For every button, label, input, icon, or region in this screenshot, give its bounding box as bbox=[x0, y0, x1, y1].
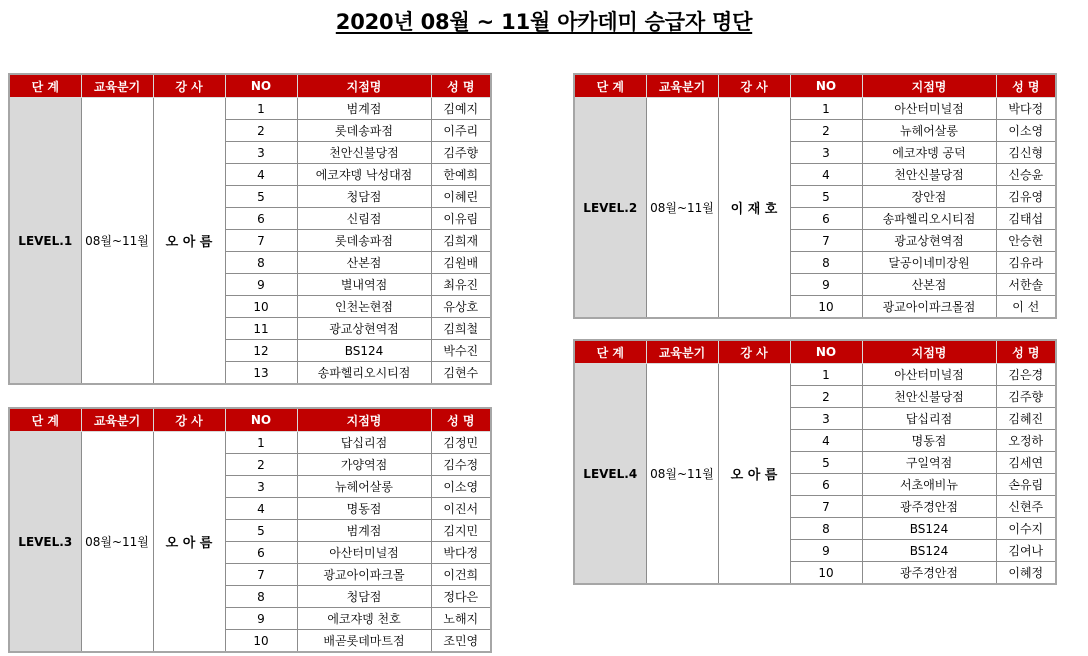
no-cell: 7 bbox=[225, 564, 297, 586]
level-3-table bbox=[8, 407, 492, 653]
no-cell: 4 bbox=[790, 430, 862, 452]
branch-cell: 답십리점 bbox=[297, 432, 431, 454]
header-name: 성 명 bbox=[996, 340, 1056, 364]
branch-cell: 송파헬리오시티점 bbox=[297, 362, 431, 385]
header-period: 교육분기 bbox=[646, 340, 718, 364]
name-cell: 김현수 bbox=[431, 362, 491, 385]
no-cell: 1 bbox=[790, 98, 862, 120]
branch-cell: 에코쟈뎅 낙성대점 bbox=[297, 164, 431, 186]
name-cell: 김신형 bbox=[996, 142, 1056, 164]
header-period: 교육분기 bbox=[646, 74, 718, 98]
branch-cell: 산본점 bbox=[297, 252, 431, 274]
no-cell: 10 bbox=[225, 630, 297, 653]
branch-cell: 장안점 bbox=[862, 186, 996, 208]
name-cell: 신승윤 bbox=[996, 164, 1056, 186]
name-cell: 김유영 bbox=[996, 186, 1056, 208]
header-instructor: 강 사 bbox=[718, 74, 790, 98]
no-cell: 9 bbox=[790, 274, 862, 296]
level-cell: LEVEL.4 bbox=[574, 364, 646, 585]
branch-cell: 구일역점 bbox=[862, 452, 996, 474]
instructor-cell: 오 아 름 bbox=[153, 432, 225, 653]
branch-cell: BS124 bbox=[862, 518, 996, 540]
header-period: 교육분기 bbox=[81, 74, 153, 98]
no-cell: 5 bbox=[790, 452, 862, 474]
no-cell: 4 bbox=[225, 498, 297, 520]
branch-cell: 롯데송파점 bbox=[297, 120, 431, 142]
no-cell: 11 bbox=[225, 318, 297, 340]
header-branch: 지점명 bbox=[862, 340, 996, 364]
instructor-cell: 오 아 름 bbox=[718, 364, 790, 585]
name-cell: 이소영 bbox=[996, 120, 1056, 142]
name-cell: 조민영 bbox=[431, 630, 491, 653]
level-cell: LEVEL.3 bbox=[9, 432, 81, 653]
branch-cell: 범계점 bbox=[297, 520, 431, 542]
no-cell: 3 bbox=[790, 408, 862, 430]
branch-cell: 아산터미널점 bbox=[862, 98, 996, 120]
header-branch: 지점명 bbox=[297, 74, 431, 98]
branch-cell: 범계점 bbox=[297, 98, 431, 120]
no-cell: 6 bbox=[225, 542, 297, 564]
no-cell: 5 bbox=[225, 186, 297, 208]
branch-cell: 뉴헤어살롱 bbox=[862, 120, 996, 142]
no-cell: 7 bbox=[225, 230, 297, 252]
branch-cell: 광교아이파크몰 bbox=[297, 564, 431, 586]
no-cell: 3 bbox=[790, 142, 862, 164]
period-cell: 08월~11월 bbox=[81, 432, 153, 653]
branch-cell: 가양역점 bbox=[297, 454, 431, 476]
name-cell: 김주향 bbox=[996, 386, 1056, 408]
header-row bbox=[574, 74, 1056, 98]
name-cell: 이혜정 bbox=[996, 562, 1056, 585]
level-1-table bbox=[8, 73, 492, 385]
branch-cell: 롯데송파점 bbox=[297, 230, 431, 252]
name-cell: 오정하 bbox=[996, 430, 1056, 452]
no-cell: 4 bbox=[790, 164, 862, 186]
branch-cell: 송파헬리오시티점 bbox=[862, 208, 996, 230]
name-cell: 이소영 bbox=[431, 476, 491, 498]
table-row bbox=[9, 98, 491, 120]
header-stage: 단 계 bbox=[9, 74, 81, 98]
no-cell: 8 bbox=[225, 252, 297, 274]
no-cell: 1 bbox=[790, 364, 862, 386]
header-stage: 단 계 bbox=[574, 74, 646, 98]
no-cell: 5 bbox=[225, 520, 297, 542]
name-cell: 노해지 bbox=[431, 608, 491, 630]
name-cell: 김세연 bbox=[996, 452, 1056, 474]
header-row bbox=[9, 74, 491, 98]
name-cell: 한예희 bbox=[431, 164, 491, 186]
branch-cell: 청담점 bbox=[297, 186, 431, 208]
no-cell: 3 bbox=[225, 476, 297, 498]
no-cell: 9 bbox=[790, 540, 862, 562]
name-cell: 안승현 bbox=[996, 230, 1056, 252]
no-cell: 9 bbox=[225, 274, 297, 296]
branch-cell: 답십리점 bbox=[862, 408, 996, 430]
no-cell: 9 bbox=[225, 608, 297, 630]
no-cell: 10 bbox=[790, 296, 862, 319]
no-cell: 8 bbox=[225, 586, 297, 608]
name-cell: 김은경 bbox=[996, 364, 1056, 386]
header-instructor: 강 사 bbox=[718, 340, 790, 364]
period-cell: 08월~11월 bbox=[646, 364, 718, 585]
header-name: 성 명 bbox=[431, 408, 491, 432]
branch-cell: 별내역점 bbox=[297, 274, 431, 296]
name-cell: 김정민 bbox=[431, 432, 491, 454]
period-cell: 08월~11월 bbox=[81, 98, 153, 385]
branch-cell: 명동점 bbox=[297, 498, 431, 520]
table-row bbox=[574, 98, 1056, 120]
branch-cell: 뉴헤어살롱 bbox=[297, 476, 431, 498]
no-cell: 5 bbox=[790, 186, 862, 208]
no-cell: 13 bbox=[225, 362, 297, 385]
branch-cell: 천안신불당점 bbox=[297, 142, 431, 164]
header-branch: 지점명 bbox=[297, 408, 431, 432]
name-cell: 김희재 bbox=[431, 230, 491, 252]
name-cell: 김주향 bbox=[431, 142, 491, 164]
no-cell: 1 bbox=[225, 98, 297, 120]
instructor-cell: 오 아 름 bbox=[153, 98, 225, 385]
no-cell: 10 bbox=[225, 296, 297, 318]
name-cell: 이유림 bbox=[431, 208, 491, 230]
level-cell: LEVEL.1 bbox=[9, 98, 81, 385]
no-cell: 2 bbox=[790, 120, 862, 142]
instructor-cell: 이 재 호 bbox=[718, 98, 790, 319]
no-cell: 1 bbox=[225, 432, 297, 454]
no-cell: 7 bbox=[790, 230, 862, 252]
branch-cell: 산본점 bbox=[862, 274, 996, 296]
level-4-table bbox=[573, 339, 1057, 585]
no-cell: 4 bbox=[225, 164, 297, 186]
name-cell: 이 선 bbox=[996, 296, 1056, 319]
branch-cell: 천안신불당점 bbox=[862, 164, 996, 186]
branch-cell: 천안신불당점 bbox=[862, 386, 996, 408]
name-cell: 박다정 bbox=[431, 542, 491, 564]
header-no: NO bbox=[790, 74, 862, 98]
no-cell: 2 bbox=[225, 454, 297, 476]
name-cell: 이진서 bbox=[431, 498, 491, 520]
branch-cell: 에코쟈뎅 천호 bbox=[297, 608, 431, 630]
name-cell: 김혜진 bbox=[996, 408, 1056, 430]
table-row bbox=[9, 432, 491, 454]
branch-cell: BS124 bbox=[297, 340, 431, 362]
branch-cell: 청담점 bbox=[297, 586, 431, 608]
branch-cell: 광주경안점 bbox=[862, 562, 996, 585]
name-cell: 김수정 bbox=[431, 454, 491, 476]
name-cell: 김여나 bbox=[996, 540, 1056, 562]
name-cell: 정다은 bbox=[431, 586, 491, 608]
branch-cell: 달공이네미장원 bbox=[862, 252, 996, 274]
branch-cell: 광교상현역점 bbox=[862, 230, 996, 252]
no-cell: 6 bbox=[225, 208, 297, 230]
name-cell: 김유라 bbox=[996, 252, 1056, 274]
no-cell: 12 bbox=[225, 340, 297, 362]
branch-cell: 아산터미널점 bbox=[297, 542, 431, 564]
branch-cell: 광교아이파크몰점 bbox=[862, 296, 996, 319]
level-cell: LEVEL.2 bbox=[574, 98, 646, 319]
name-cell: 김지민 bbox=[431, 520, 491, 542]
no-cell: 8 bbox=[790, 252, 862, 274]
no-cell: 2 bbox=[790, 386, 862, 408]
no-cell: 7 bbox=[790, 496, 862, 518]
branch-cell: 배곧롯데마트점 bbox=[297, 630, 431, 653]
header-stage: 단 계 bbox=[574, 340, 646, 364]
header-name: 성 명 bbox=[996, 74, 1056, 98]
header-name: 성 명 bbox=[431, 74, 491, 98]
branch-cell: 인천논현점 bbox=[297, 296, 431, 318]
name-cell: 최유진 bbox=[431, 274, 491, 296]
name-cell: 이주리 bbox=[431, 120, 491, 142]
branch-cell: 명동점 bbox=[862, 430, 996, 452]
header-no: NO bbox=[790, 340, 862, 364]
header-no: NO bbox=[225, 74, 297, 98]
no-cell: 10 bbox=[790, 562, 862, 585]
branch-cell: 서초애비뉴 bbox=[862, 474, 996, 496]
branch-cell: 아산터미널점 bbox=[862, 364, 996, 386]
period-cell: 08월~11월 bbox=[646, 98, 718, 319]
name-cell: 김예지 bbox=[431, 98, 491, 120]
name-cell: 박수진 bbox=[431, 340, 491, 362]
name-cell: 신현주 bbox=[996, 496, 1056, 518]
branch-cell: BS124 bbox=[862, 540, 996, 562]
page-title: 2020년 08월 ~ 11월 아카데미 승급자 명단 bbox=[335, 10, 753, 34]
header-period: 교육분기 bbox=[81, 408, 153, 432]
name-cell: 이건희 bbox=[431, 564, 491, 586]
header-no: NO bbox=[225, 408, 297, 432]
branch-cell: 에코쟈뎅 공덕 bbox=[862, 142, 996, 164]
header-branch: 지점명 bbox=[862, 74, 996, 98]
name-cell: 김원배 bbox=[431, 252, 491, 274]
header-row bbox=[9, 408, 491, 432]
name-cell: 김태섭 bbox=[996, 208, 1056, 230]
name-cell: 김희철 bbox=[431, 318, 491, 340]
name-cell: 이수지 bbox=[996, 518, 1056, 540]
branch-cell: 광교상현역점 bbox=[297, 318, 431, 340]
no-cell: 3 bbox=[225, 142, 297, 164]
branch-cell: 신림점 bbox=[297, 208, 431, 230]
header-stage: 단 계 bbox=[9, 408, 81, 432]
header-row bbox=[574, 340, 1056, 364]
no-cell: 6 bbox=[790, 474, 862, 496]
header-instructor: 강 사 bbox=[153, 74, 225, 98]
table-row bbox=[574, 364, 1056, 386]
name-cell: 박다정 bbox=[996, 98, 1056, 120]
level-2-table bbox=[573, 73, 1057, 319]
name-cell: 이혜린 bbox=[431, 186, 491, 208]
no-cell: 8 bbox=[790, 518, 862, 540]
name-cell: 손유림 bbox=[996, 474, 1056, 496]
name-cell: 유상호 bbox=[431, 296, 491, 318]
branch-cell: 광주경안점 bbox=[862, 496, 996, 518]
header-instructor: 강 사 bbox=[153, 408, 225, 432]
no-cell: 6 bbox=[790, 208, 862, 230]
no-cell: 2 bbox=[225, 120, 297, 142]
name-cell: 서한솔 bbox=[996, 274, 1056, 296]
